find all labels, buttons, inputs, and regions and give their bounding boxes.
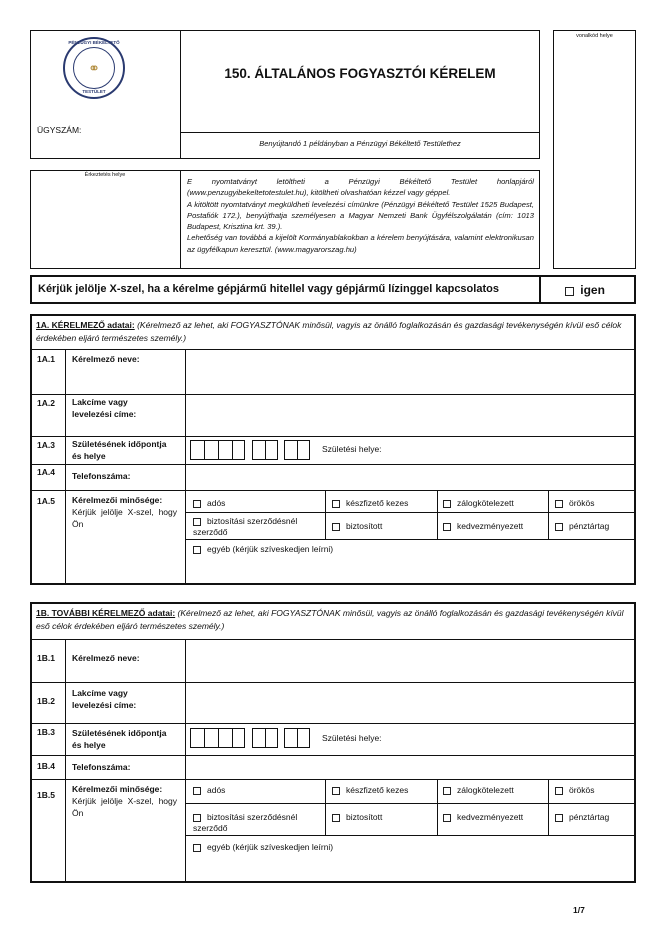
row-line: [31, 755, 635, 756]
row-number: 1A.4: [37, 467, 55, 477]
section-b-num-col: [65, 639, 66, 882]
row-label: Kérelmezői minősége:: [72, 784, 163, 794]
checkbox-icon[interactable]: [332, 814, 340, 822]
checkbox-icon[interactable]: [555, 523, 563, 531]
checkbox-icon[interactable]: [332, 787, 340, 795]
role-fund-member[interactable]: [555, 521, 609, 532]
name-input[interactable]: [187, 641, 634, 680]
logo: [63, 37, 125, 99]
phone-input[interactable]: [187, 466, 634, 488]
roles-col: [437, 490, 438, 539]
barcode-box: [553, 30, 636, 269]
row-number: 1A.3: [37, 440, 55, 450]
option-label: biztosított: [346, 812, 383, 822]
option-label: biztosított: [346, 521, 383, 531]
section-a-label-col: [185, 349, 186, 584]
role-heir[interactable]: [555, 498, 595, 509]
address-input[interactable]: [187, 684, 634, 721]
row-line: [31, 464, 635, 465]
vehicle-question: Kérjük jelölje X-szel, ha a kérelme gépjármű hitellel vagy gépjármű lízinggel kapcsolatos: [38, 283, 499, 295]
row-number: 1A.5: [37, 496, 55, 506]
role-pledgor[interactable]: [443, 785, 514, 796]
option-label: kedvezményezett: [457, 812, 524, 822]
info-text: [187, 176, 534, 255]
role-heir[interactable]: [555, 785, 595, 796]
roles-col: [437, 779, 438, 835]
checkbox-icon[interactable]: [555, 500, 563, 508]
section-a-num-col: [65, 349, 66, 584]
page-title: 150. ÁLTALÁNOS FOGYASZTÓI KÉRELEM: [224, 66, 496, 81]
row-number: 1B.4: [37, 761, 55, 771]
option-label: készfizető kezes: [346, 498, 409, 508]
option-label: egyéb (kérjük szíveskedjen leírni): [207, 842, 334, 852]
roles-line: [185, 539, 635, 540]
name-input[interactable]: [187, 351, 634, 392]
option-label: pénztártag: [569, 812, 610, 822]
checkbox-icon[interactable]: [555, 787, 563, 795]
row-number: 1A.2: [37, 398, 55, 408]
checkbox-icon[interactable]: [565, 287, 574, 296]
row-label: Lakcíme vagy levelezési címe:: [72, 688, 137, 710]
role-insured[interactable]: [332, 521, 382, 532]
role-beneficiary[interactable]: [443, 812, 523, 823]
section-b-header: [36, 607, 631, 632]
section-b-head-line: [31, 639, 635, 640]
checkbox-icon[interactable]: [443, 814, 451, 822]
role-insured[interactable]: [332, 812, 382, 823]
role-other[interactable]: [193, 842, 333, 853]
section-b-title: 1B. TOVÁBBI KÉRELMEZŐ adatai:: [36, 608, 176, 618]
row-label: Kérelmező neve:: [72, 653, 140, 663]
roles-col: [548, 490, 549, 539]
address-input[interactable]: [187, 396, 634, 434]
role-guarantor[interactable]: [332, 785, 408, 796]
section-b-label-col: [185, 639, 186, 882]
checkbox-icon[interactable]: [332, 523, 340, 531]
roles-col: [325, 779, 326, 835]
roles-line: [185, 803, 635, 804]
option-label: zálogkötelezett: [457, 498, 514, 508]
option-label: készfizető kezes: [346, 785, 409, 795]
roles-line: [185, 512, 635, 513]
birth-month-field[interactable]: [252, 440, 278, 460]
row-label: Születésének időpontja és helye: [72, 439, 167, 461]
option-label: egyéb (kérjük szíveskedjen leírni): [207, 544, 334, 554]
roles-col: [548, 779, 549, 835]
vehicle-question-divider: [539, 276, 541, 303]
header-hline: [180, 132, 540, 133]
row-line: [31, 682, 635, 683]
vehicle-yes-option[interactable]: [565, 283, 605, 297]
checkbox-icon[interactable]: [332, 500, 340, 508]
birthplace-label: Születési helye:: [322, 444, 382, 454]
section-a-head-line: [31, 349, 635, 350]
row-label: Telefonszáma:: [72, 762, 131, 772]
option-label: adós: [207, 785, 226, 795]
section-b-note: (Kérelmező az lehet, aki FOGYASZTÓNAK minősül, vagyis az önálló foglalkozásán és gazdasági tevékenységén kívül eső célok érdekében eljáró természetes személy.): [36, 608, 624, 631]
role-beneficiary[interactable]: [443, 521, 523, 532]
case-number-label: ÜGYSZÁM:: [37, 125, 82, 135]
row-number: 1B.3: [37, 727, 55, 737]
option-label: biztosítási szerződésnél szerződő: [193, 812, 298, 833]
row-line: [31, 779, 635, 780]
checkbox-icon[interactable]: [193, 518, 201, 526]
row-label: Születésének időpontja és helye: [72, 728, 167, 750]
section-a-header: [36, 319, 631, 344]
checkbox-icon[interactable]: [193, 787, 201, 795]
row-number: 1B.2: [37, 696, 55, 706]
option-label: örökös: [569, 498, 595, 508]
roles-line: [185, 835, 635, 836]
role-policyholder[interactable]: [193, 812, 323, 834]
stamp-label: Érkeztetés helye: [84, 172, 126, 178]
checkbox-icon[interactable]: [193, 844, 201, 852]
row-label: Kérelmezői minősége:: [72, 495, 163, 505]
row-line: [31, 490, 635, 491]
section-a-note: (Kérelmező az lehet, aki FOGYASZTÓNAK minősül, vagyis az önálló foglalkozásán és gazdasági tevékenységén kívül eső célok érdekében eljáró természetes személy.): [36, 320, 622, 343]
roles-col: [325, 490, 326, 539]
birth-day-field[interactable]: [284, 728, 310, 748]
section-a-title: 1A. KÉRELMEZŐ adatai:: [36, 320, 135, 330]
info-line-1: E nyomtatványt letöltheti a Pénzügyi Békéltető Testület honlapjáról (www.penzugyibekeltetotestulet.hu), kitöltheti olvashatóan kézzel vagy géppel.: [187, 177, 534, 198]
role-debtor[interactable]: [193, 498, 225, 509]
option-label: örökös: [569, 785, 595, 795]
role-note: Kérjük jelölje X-szel, hogy Ön: [72, 796, 177, 818]
row-label: Kérelmező neve:: [72, 354, 140, 364]
option-label: adós: [207, 498, 226, 508]
role-fund-member[interactable]: [555, 812, 609, 823]
checkbox-icon[interactable]: [555, 814, 563, 822]
checkbox-icon[interactable]: [443, 787, 451, 795]
row-number: 1B.1: [37, 653, 55, 663]
birthplace-label: Születési helye:: [322, 733, 382, 743]
row-line: [31, 723, 635, 724]
logo-text-top: PÉNZÜGYI BÉKÉLTETŐ: [68, 40, 120, 45]
checkbox-icon[interactable]: [193, 546, 201, 554]
checkbox-icon[interactable]: [193, 814, 201, 822]
role-debtor[interactable]: [193, 785, 225, 796]
birth-month-field[interactable]: [252, 728, 278, 748]
option-label: kedvezményezett: [457, 521, 524, 531]
info-line-3: Lehetőség van továbbá a kijelölt Kormányablakokban a kérelem benyújtására, valamint elektronikusan az ügyfélkapun keresztül. (www.magyarorszag.hu): [187, 233, 534, 254]
checkbox-icon[interactable]: [443, 523, 451, 531]
row-number: 1A.1: [37, 354, 55, 364]
option-label: biztosítási szerződésnél szerződő: [193, 516, 298, 537]
submit-note: Benyújtandó 1 példányban a Pénzügyi Békéltető Testülethez: [259, 139, 461, 148]
birth-year-field[interactable]: [190, 440, 245, 460]
handshake-icon: ⚭: [88, 60, 100, 76]
role-other[interactable]: [193, 544, 333, 555]
checkbox-icon[interactable]: [443, 500, 451, 508]
option-label: zálogkötelezett: [457, 785, 514, 795]
role-guarantor[interactable]: [332, 498, 408, 509]
row-line: [31, 436, 635, 437]
yes-label: igen: [580, 283, 605, 297]
info-divider: [180, 170, 181, 269]
page-number: 1/7: [573, 905, 585, 915]
logo-text-bottom: TESTÜLET: [82, 89, 106, 94]
row-number: 1B.5: [37, 790, 55, 800]
info-line-2: A kitöltött nyomtatványt megküldheti levelezési címünkre (Pénzügyi Békéltető Testület 1525 Budapest, Postafiók 172.), benyújthatja személyesen a Magyar Nemzeti Bank Ügyfélszolgálatán (cím: 1013 Budapest, Krisztina krt. 39.).: [187, 199, 534, 232]
phone-input[interactable]: [187, 757, 634, 777]
option-label: pénztártag: [569, 521, 610, 531]
row-line: [31, 394, 635, 395]
birth-day-field[interactable]: [284, 440, 310, 460]
checkbox-icon[interactable]: [193, 500, 201, 508]
role-note: Kérjük jelölje X-szel, hogy Ön: [72, 507, 177, 529]
role-pledgor[interactable]: [443, 498, 514, 509]
role-policyholder[interactable]: [193, 516, 321, 538]
barcode-label: vonalkód helye: [576, 33, 613, 39]
row-label: Lakcíme vagy levelezési címe:: [72, 397, 137, 419]
row-label: Telefonszáma:: [72, 471, 131, 481]
birth-year-field[interactable]: [190, 728, 245, 748]
